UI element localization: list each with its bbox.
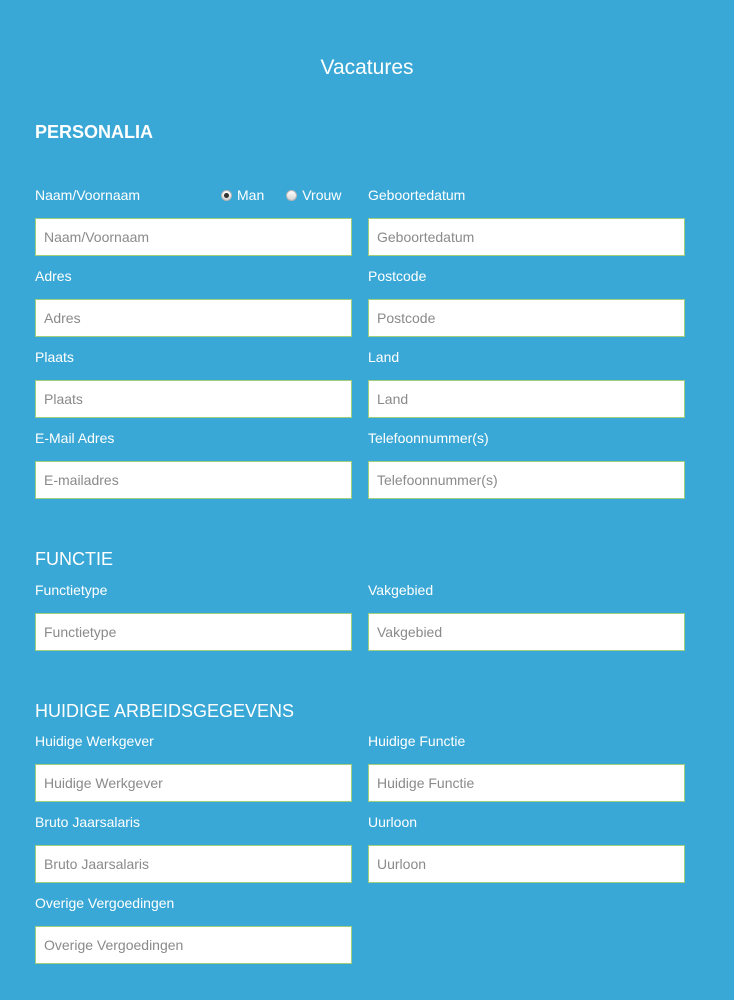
postcode-input[interactable]: [368, 299, 685, 337]
telefoon-input[interactable]: [368, 461, 685, 499]
label-functietype: Functietype: [35, 582, 108, 598]
uurloon-input[interactable]: [368, 845, 685, 883]
label-geboortedatum: Geboortedatum: [368, 187, 466, 203]
label-vergoedingen: Overige Vergoedingen: [35, 895, 175, 911]
section-title-arbeid: HUIDIGE ARBEIDSGEGEVENS: [35, 701, 295, 721]
plaats-input[interactable]: [35, 380, 352, 418]
huidige-functie-input[interactable]: [368, 764, 685, 802]
radio-man-indicator[interactable]: [221, 190, 232, 201]
radio-vrouw-indicator[interactable]: [286, 190, 297, 201]
label-werkgever: Huidige Werkgever: [35, 733, 154, 749]
functietype-input[interactable]: [35, 613, 352, 651]
adres-input[interactable]: [35, 299, 352, 337]
werkgever-input[interactable]: [35, 764, 352, 802]
page-title: Vacatures: [320, 56, 414, 79]
label-salaris: Bruto Jaarsalaris: [35, 814, 141, 830]
label-postcode: Postcode: [368, 268, 427, 284]
geboortedatum-input[interactable]: [368, 218, 685, 256]
gender-radio-group: [221, 185, 341, 205]
email-input[interactable]: [35, 461, 352, 499]
label-email: E-Mail Adres: [35, 430, 115, 446]
section-title-functie: FUNCTIE: [35, 549, 113, 569]
label-huidige-functie: Huidige Functie: [368, 733, 466, 749]
radio-vrouw-label: Vrouw: [302, 187, 342, 203]
label-adres: Adres: [35, 268, 72, 284]
land-input[interactable]: [368, 380, 685, 418]
vergoedingen-input[interactable]: [35, 926, 352, 964]
radio-man-label: Man: [237, 187, 265, 203]
label-telefoon: Telefoonnummer(s): [368, 430, 489, 446]
label-vakgebied: Vakgebied: [368, 582, 434, 598]
radio-vrouw[interactable]: [286, 185, 341, 205]
label-naam: Naam/Voornaam: [35, 187, 141, 203]
label-land: Land: [368, 349, 400, 365]
salaris-input[interactable]: [35, 845, 352, 883]
label-plaats: Plaats: [35, 349, 74, 365]
radio-man[interactable]: [221, 185, 264, 205]
vakgebied-input[interactable]: [368, 613, 685, 651]
naam-input[interactable]: [35, 218, 352, 256]
label-uurloon: Uurloon: [368, 814, 418, 830]
section-title-personalia: PERSONALIA: [35, 122, 154, 142]
